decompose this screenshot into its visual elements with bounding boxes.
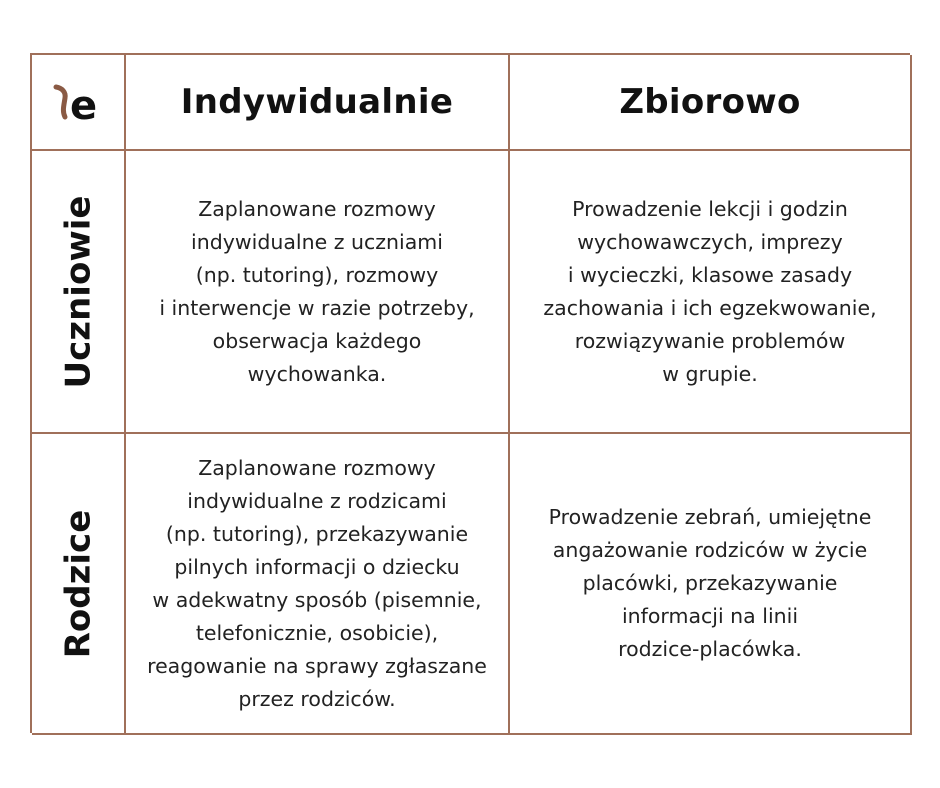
text-line: pilnych informacji o dziecku [174, 554, 460, 579]
text-line: Prowadzenie zebrań, umiejętne [548, 505, 872, 529]
cell-parents-individual [126, 434, 510, 735]
row-header-students [32, 151, 126, 434]
text-line: indywidualne z uczniami [191, 229, 443, 254]
text-line: rodzice-placówka. [618, 637, 802, 661]
text-line: obserwacja każdego [212, 328, 422, 353]
text-line: angażowanie rodziców w życie [552, 538, 868, 562]
text-line: i wycieczki, klasowe zasady [567, 262, 853, 287]
responsibility-table [30, 53, 910, 733]
text-line: zachowania i ich egzekwowanie, [543, 295, 877, 320]
text-line: indywidualne z rodzicami [187, 488, 447, 513]
text-line: Zaplanowane rozmowy [198, 455, 436, 480]
logo-cell [32, 55, 126, 151]
text-line: rozwiązywanie problemów [574, 328, 846, 353]
row-header-parents [32, 434, 126, 735]
column-header-individual: Indywidualnie [126, 55, 510, 151]
text-line: telefonicznie, osobicie), [195, 620, 439, 645]
column-header-collective: Zbiorowo [510, 55, 912, 151]
text-line: (np. tutoring), rozmowy [195, 262, 439, 287]
text-line: (np. tutoring), przekazywanie [165, 521, 469, 546]
text-line: placówki, przekazywanie [582, 571, 838, 595]
text-line: w adekwatny sposób (pisemnie, [152, 587, 482, 612]
text-line: wychowawczych, imprezy [577, 229, 843, 254]
text-line: wychowanka. [247, 361, 387, 386]
row-header-students-label: Uczniowie [58, 195, 98, 388]
text-line: informacji na linii [621, 604, 799, 628]
brand-logo-icon [48, 79, 108, 125]
text-line: Zaplanowane rozmowy [198, 196, 436, 221]
cell-parents-collective [510, 434, 912, 735]
text-line: przez rodziców. [238, 686, 396, 711]
text-line: Prowadzenie lekcji i godzin [572, 196, 848, 221]
text-line: w grupie. [662, 361, 758, 386]
cell-students-individual [126, 151, 510, 434]
logo-letter: e [70, 83, 98, 125]
cell-students-collective [510, 151, 912, 434]
text-line: reagowanie na sprawy zgłaszane [147, 653, 487, 678]
text-line: i interwencje w razie potrzeby, [159, 295, 475, 320]
row-header-parents-label: Rodzice [58, 509, 99, 658]
